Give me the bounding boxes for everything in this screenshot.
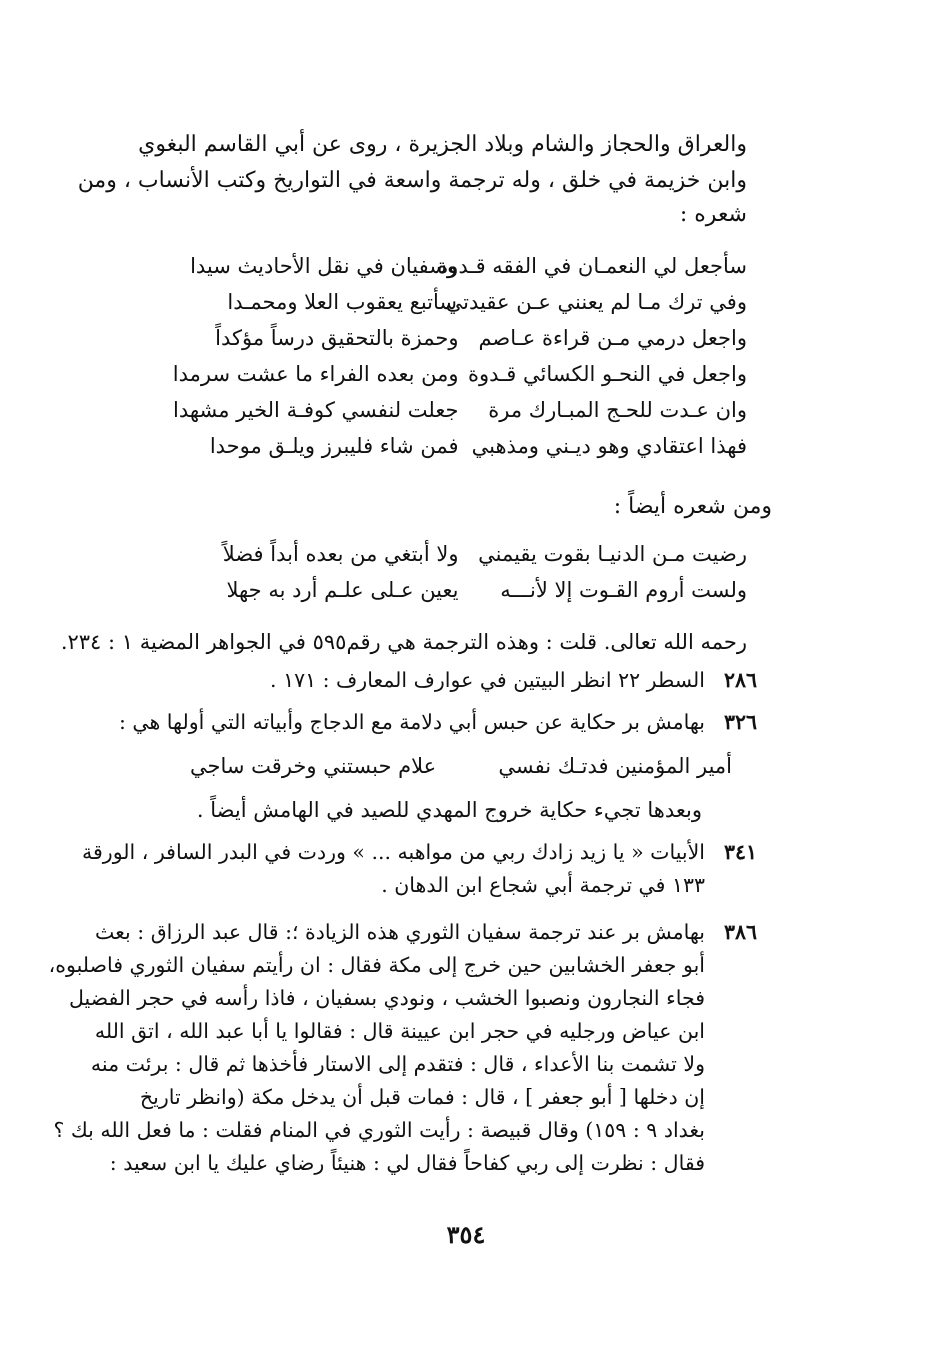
note-line: بهامش بر عند ترجمة سفيان الثوري هذه الزيادة ؛: قال عبد الرزاق : بعث	[95, 920, 705, 944]
note-number: ٣٢٦	[723, 710, 757, 734]
note-line: السطر ٢٢ انظر البيتين في عوارف المعارف : ١٧١ .	[270, 668, 705, 692]
verse-first-hemistich: وان عـدت للحـج المبـارك مرة	[488, 398, 747, 422]
verse-second-hemistich: وحمزة بالتحقيق درساً مؤكداً	[215, 326, 459, 350]
note-line: بهامش بر حكاية عن حبس أبي دلامة مع الدجاج وأبياته التي أولها هي :	[118, 710, 705, 734]
verse-first-hemistich: ولست أروم القـوت إلا لأنـــه	[500, 578, 747, 602]
poem-1	[170, 248, 747, 464]
verse-first-hemistich: أمير المؤمنين فدتـك نفسي	[498, 754, 732, 778]
verse-row	[170, 536, 747, 572]
note-line: ولا تشمت بنا الأعداء ، قال : فتقدم إلى الاستار فأخذها ثم قال : برئت منه	[90, 1052, 705, 1076]
verse-row	[170, 248, 747, 284]
note-line: ١٣٣ في ترجمة أبي شجاع ابن الدهان .	[381, 873, 705, 897]
verse-row	[170, 356, 747, 392]
page-number: ٣٥٤	[446, 1220, 486, 1249]
verse-first-hemistich: واجعل درمي مـن قراءة عـاصم	[478, 326, 747, 350]
verse-second-hemistich: علام حبستني وخرقت ساجي	[190, 754, 437, 778]
note-line: بغداد ٩ : ١٥٩) وقال قبيصة : رأيت الثوري في المنام فقلت : ما فعل الله بك ؟	[53, 1118, 705, 1142]
verse-first-hemistich: وفي ترك مـا لم يعنني عـن عقيدتي	[445, 290, 747, 314]
intro-line-3: شعره :	[679, 202, 747, 227]
verse-row	[170, 392, 747, 428]
note-286	[120, 664, 757, 697]
intro-line-1: والعراق والحجاز والشام وبلاد الجزيرة ، روى عن أبي القاسم البغوي	[138, 132, 747, 157]
note-line: أبو جعفر الخشابين حين خرج إلى مكة فقال : ان رأيتم سفيان الثوري فاصلبوه،	[48, 953, 705, 977]
inset-after-line: وبعدها تجيء حكاية خروج المهدي للصيد في الهامش أيضاً .	[196, 798, 702, 822]
verse-second-hemistich: سأتبع يعقوب العلا ومحمـدا	[227, 290, 457, 314]
verse-row	[170, 428, 747, 464]
note-line: الأبيات « يا زيد زادك ربي من مواهبه ... » وردت في البدر السافر ، الورقة	[82, 840, 705, 864]
note-341	[82, 836, 757, 902]
verse-second-hemistich: يعين عـلى علـم أرد به جهلا	[226, 578, 459, 602]
note-number: ٣٨٦	[723, 920, 757, 944]
verse-row	[170, 284, 747, 320]
verse-second-hemistich: جعلت لنفسي كوفـة الخير مشهدا	[172, 398, 459, 422]
verse-row	[170, 320, 747, 356]
inset-verse	[190, 748, 732, 784]
verse-second-hemistich: فمن شاء فليبرز ويلـق موحدا	[209, 434, 459, 458]
poem-2	[170, 536, 747, 608]
note-line: فقال : نظرت إلى ربي كفاحاً فقال لي : هنيئاً رضاي عليك يا ابن سعيد :	[109, 1151, 705, 1175]
verse-second-hemistich: وسفيان في نقل الأحاديث سيدا	[190, 254, 457, 278]
verse-first-hemistich: فهذا اعتقادي وهو ديـني ومذهبي	[471, 434, 747, 458]
note-line: ابن عياض ورجليه في حجر ابن عيينة قال : فقالوا يا أبا عبد الله ، اتق الله	[94, 1019, 705, 1043]
note-line: فجاء النجارون ونصبوا الخشب ، ونودي بسفيان ، فاذا رأسه في حجر الفضيل	[68, 986, 705, 1010]
note-326	[120, 706, 757, 739]
note-386	[48, 916, 757, 1180]
verse-row	[170, 572, 747, 608]
verse-first-hemistich: سأجعل لي النعمـان في الفقه قـدوة	[437, 254, 747, 278]
verse-first-hemistich: واجعل في النحـو الكسائي قـدوة	[467, 362, 747, 386]
verse-second-hemistich: ومن بعده الفراء ما عشت سرمدا	[172, 362, 459, 386]
poem-2-heading: ومن شعره أيضاً :	[613, 494, 772, 519]
intro-line-2: وابن خزيمة في خلق ، وله ترجمة واسعة في التواريخ وكتب الأنساب ، ومن	[77, 168, 747, 193]
note-line: إن دخلها [ أبو جعفر ] ، قال : فمات قبل أن يدخل مكة (وانظر تاريخ	[139, 1085, 705, 1109]
closing-line: رحمه الله تعالى. قلت : وهذه الترجمة هي رقم٥٩٥ في الجواهر المضية ١ : ٢٣٤.	[60, 630, 747, 654]
note-number: ٢٨٦	[723, 668, 757, 692]
note-number: ٣٤١	[723, 840, 757, 864]
verse-first-hemistich: رضيت مـن الدنيـا بقوت يقيمني	[478, 542, 747, 566]
verse-second-hemistich: ولا أبتغي من بعده أبداً فضلاً	[222, 542, 459, 566]
